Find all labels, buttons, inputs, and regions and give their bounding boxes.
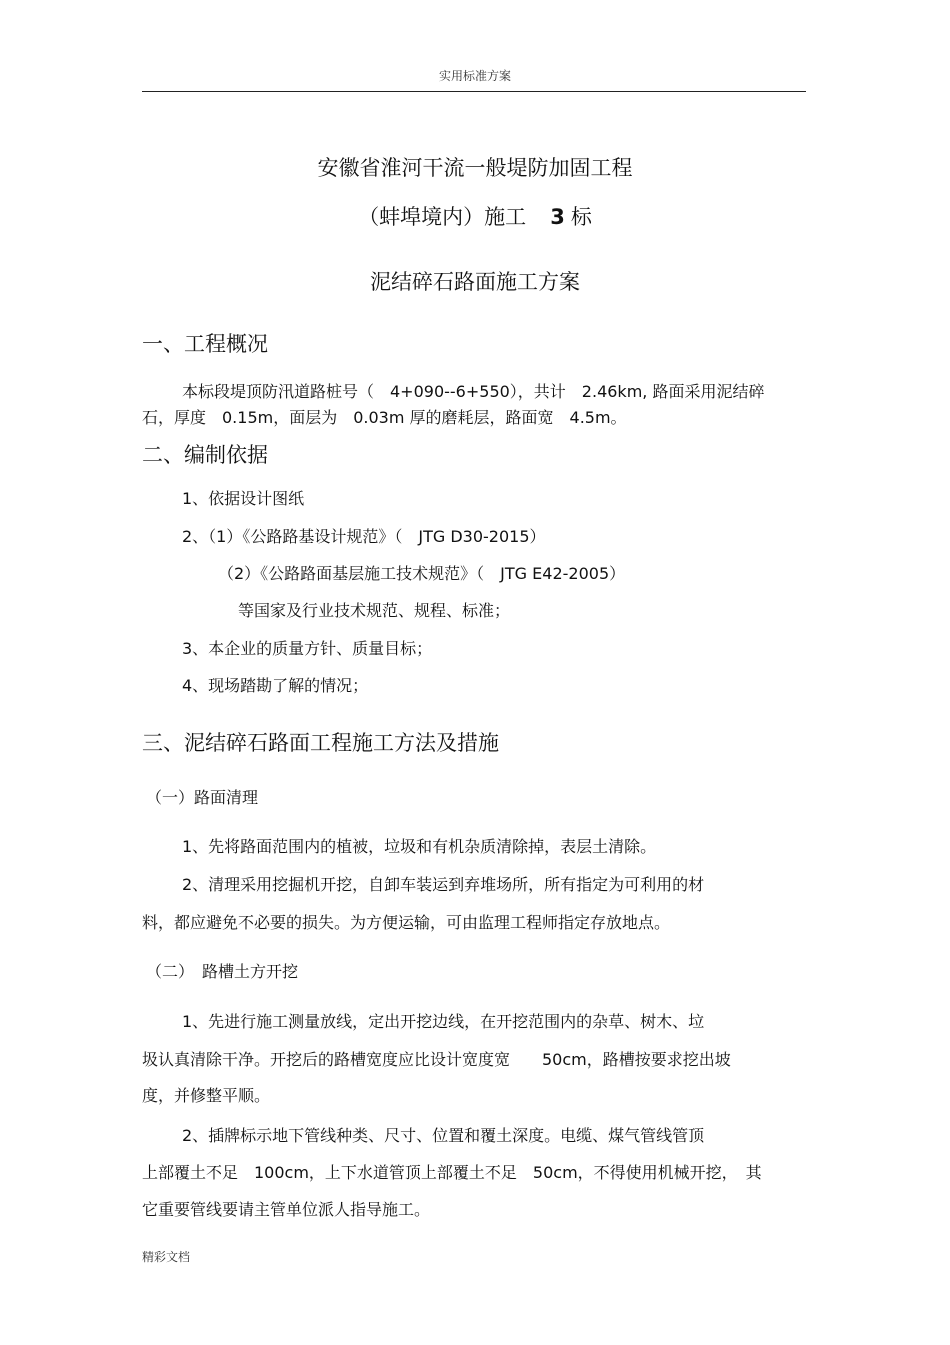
subsection-2-para-1-line-3: 度，并修整平顺。 — [142, 1086, 271, 1105]
header-rule — [142, 91, 806, 92]
basis-item-2a: 2、（1）《公路路基设计规范》（ JTG D30-2015） — [182, 527, 546, 546]
subsection-2-para-2-line-3: 它重要管线要请主管单位派人指导施工。 — [142, 1200, 431, 1219]
title-bid-number: 3 — [550, 205, 565, 229]
section-1-paragraph-line-2: 石，厚度 0.15m，面层为 0.03m 厚的磨耗层，路面宽 4.5m。 — [142, 408, 627, 427]
subsection-1-para-2-line-2: 料，都应避免不必要的损失。为方便运输，可由监理工程师指定存放地点。 — [142, 913, 671, 932]
subsection-1-heading: （一）路面清理 — [146, 788, 259, 807]
title-bid-suffix: 标 — [570, 205, 592, 229]
section-2-heading: 二、编制依据 — [142, 443, 268, 467]
basis-item-2b: （2）《公路路面基层施工技术规范》（ JTG E42-2005） — [218, 564, 626, 583]
title-line-1: 安徽省淮河干流一般堤防加固工程 — [317, 156, 633, 180]
title-line-2-text: （蚌埠境内）施工 — [358, 205, 527, 229]
section-1-heading: 一、工程概况 — [142, 332, 268, 356]
subsection-2-para-1-line-1: 1、先进行施工测量放线，定出开挖边线，在开挖范围内的杂草、树木、垃 — [182, 1012, 705, 1031]
basis-item-1: 1、依据设计图纸 — [182, 489, 305, 508]
subsection-1-para-2-line-1: 2、清理采用挖掘机开挖，自卸车装运到弃堆场所，所有指定为可利用的材 — [182, 875, 705, 894]
page-header: 实用标准方案 — [438, 69, 511, 83]
section-1-paragraph-line-1: 本标段堤顶防汛道路桩号（ 4+090--6+550），共计 2.46km, 路面采用泥结碎 — [182, 382, 765, 401]
basis-item-3: 3、本企业的质量方针、质量目标； — [182, 639, 433, 658]
subsection-2-para-2-line-2: 上部覆土不足 100cm，上下水道管顶上部覆土不足 50cm，不得使用机械开挖， 其 — [142, 1163, 762, 1182]
title-line-2 — [0, 201, 950, 231]
subsection-2-para-1-line-2: 圾认真清除干净。开挖后的路槽宽度应比设计宽度宽 50cm，路槽按要求挖出坡 — [142, 1050, 731, 1069]
section-3-heading: 三、泥结碎石路面工程施工方法及措施 — [142, 731, 499, 755]
subsection-2-heading: （二） 路槽土方开挖 — [146, 962, 299, 981]
basis-item-2c: 等国家及行业技术规范、规程、标准； — [238, 601, 511, 620]
subsection-2-para-2-line-1: 2、插牌标示地下管线种类、尺寸、位置和覆土深度。电缆、煤气管线管顶 — [182, 1126, 705, 1145]
subsection-1-para-1: 1、先将路面范围内的植被，垃圾和有机杂质清除掉，表层土清除。 — [182, 837, 657, 856]
page-footer: 精彩文档 — [142, 1250, 191, 1264]
title-line-3: 泥结碎石路面施工方案 — [370, 270, 580, 294]
basis-item-4: 4、现场踏勘了解的情况； — [182, 676, 369, 695]
